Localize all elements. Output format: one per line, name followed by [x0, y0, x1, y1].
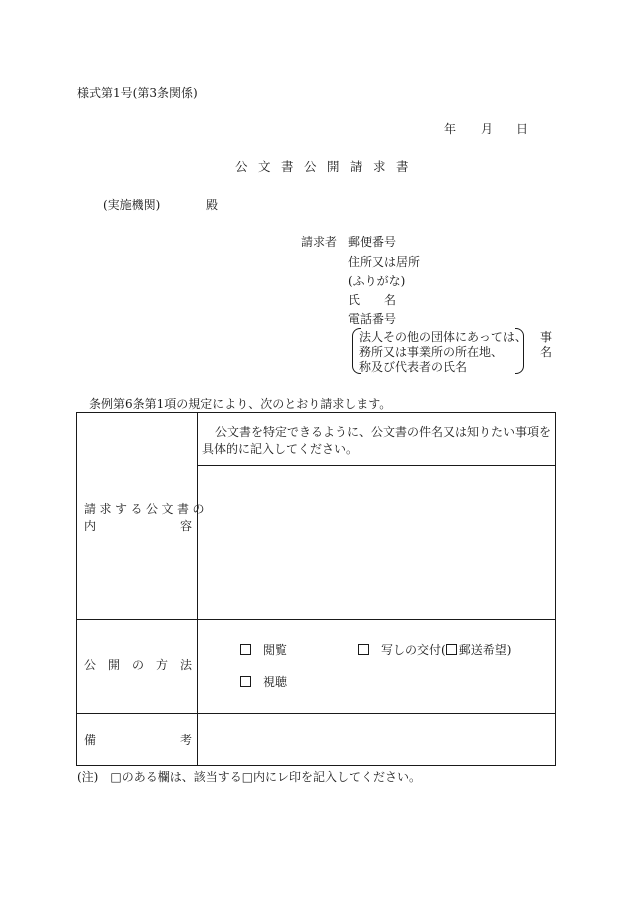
- requester-label: 請求者: [301, 235, 338, 249]
- remarks-label: 備 考: [84, 733, 193, 747]
- date-day-label: 日: [516, 122, 529, 136]
- content-label-line-2: 内 容: [84, 519, 193, 533]
- row-divider-1: [77, 619, 555, 620]
- option-copy[interactable]: [358, 644, 511, 656]
- instruction-divider: [197, 465, 555, 466]
- content-label-line-1: 請求する公文書の: [84, 502, 209, 516]
- listen-label: 視聴: [263, 675, 288, 689]
- row-divider-2: [77, 713, 555, 714]
- corporate-note-line-3: 称及び代表者の氏名: [359, 360, 468, 374]
- view-label: 閲覧: [263, 643, 288, 657]
- right-bracket: [515, 328, 524, 374]
- instruction-line-1: 公文書を特定できるように、公文書の件名又は知りたい事項を: [215, 425, 552, 439]
- copy-label: 写しの交付(: [381, 643, 446, 657]
- corporate-note-line-1: 法人その他の団体にあっては、: [359, 330, 527, 344]
- name-field: 氏 名: [348, 293, 397, 307]
- copy-checkbox[interactable]: [358, 644, 369, 655]
- corporate-note-side-2: 名: [540, 345, 553, 359]
- instruction-line-2: 具体的に記入してください。: [202, 442, 359, 456]
- option-listen[interactable]: [240, 676, 287, 688]
- date-year-label: 年: [444, 122, 457, 136]
- corporate-note-line-2: 務所又は事業所の所在地、: [359, 345, 504, 359]
- corporate-note-side-1: 事: [540, 330, 553, 344]
- lead-text: 条例第6条第1項の規定により、次のとおり請求します。: [89, 397, 392, 411]
- listen-checkbox[interactable]: [240, 676, 251, 687]
- mail-checkbox[interactable]: [446, 644, 457, 655]
- furigana-field: (ふりがな): [348, 274, 406, 288]
- address-field: 住所又は居所: [348, 255, 421, 269]
- method-label: 公 開 の 方 法: [84, 658, 193, 672]
- document-title: 公文書公開請求書: [235, 159, 420, 174]
- postal-code-field: 郵便番号: [348, 235, 397, 249]
- addressee-label: (実施機関): [103, 198, 161, 212]
- phone-field: 電話番号: [348, 312, 397, 326]
- request-table: [76, 412, 556, 766]
- date-month-label: 月: [481, 122, 494, 136]
- view-checkbox[interactable]: [240, 644, 251, 655]
- addressee-honorific: 殿: [206, 198, 219, 212]
- option-view[interactable]: [240, 644, 287, 656]
- mail-label: 郵送希望): [458, 643, 512, 657]
- form-number: 様式第1号(第3条関係): [77, 86, 198, 100]
- footnote: (注) □のある欄は、該当する□内にレ印を記入してください。: [77, 770, 422, 784]
